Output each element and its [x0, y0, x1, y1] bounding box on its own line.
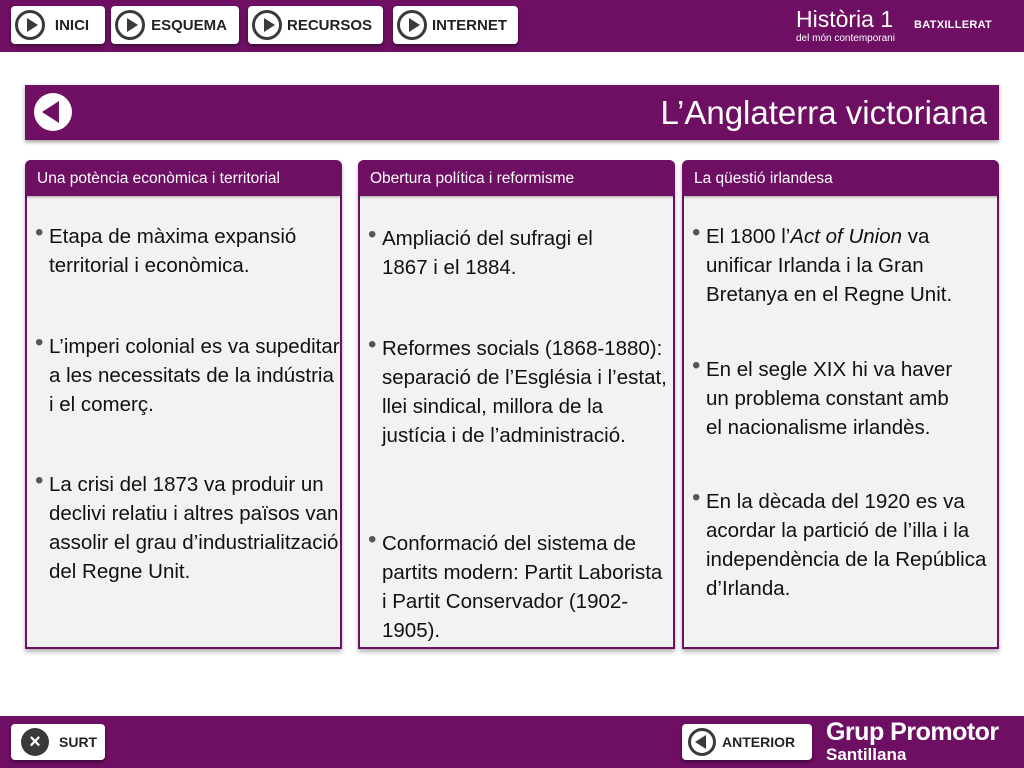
bullet-item: • La crisi del 1873 va produir un declivi relatiu i altres països van assolir el grau d’industrialització del Regne Unit.: [35, 470, 343, 586]
bullet-item: • Conformació del sistema de partits modern: Partit Laborista i Partit Conservador (1902-1905).: [368, 529, 664, 645]
publisher-logo: [826, 718, 999, 764]
publisher-name: Grup Promotor: [826, 718, 999, 746]
nav-button-label: INTERNET: [432, 16, 507, 34]
bullet-text: El 1800 l’: [706, 225, 791, 248]
brand-tag: BATXILLERAT: [914, 19, 993, 31]
title-bar: [25, 85, 999, 140]
nav-button-label: INICI: [54, 16, 90, 34]
bullet-text: va unificar Irlanda i la Gran Bretanya en el Regne Unit.: [706, 225, 953, 306]
bullet-item: [692, 222, 988, 309]
play-icon: [115, 10, 145, 40]
previous-button[interactable]: [682, 724, 812, 760]
page-title: L’Anglaterra victoriana: [660, 94, 987, 131]
play-icon: [397, 10, 427, 40]
brand-subtitle: del món contemporani: [796, 33, 895, 44]
exit-button-label: SURT: [59, 734, 98, 750]
column-heading: Una potència econòmica i territorial: [25, 160, 342, 196]
play-icon: [15, 10, 45, 40]
nav-button-recursos[interactable]: [248, 6, 383, 44]
column-heading: Obertura política i reformisme: [358, 160, 675, 196]
brand-title: Història 1: [796, 6, 894, 32]
nav-button-label: ESQUEMA: [151, 16, 227, 34]
back-arrow-icon: [688, 728, 716, 756]
bullet-item: • Ampliació del sufragi el 1867 i el 1884.: [368, 224, 638, 282]
previous-button-label: ANTERIOR: [722, 734, 796, 750]
nav-button-internet[interactable]: [393, 6, 518, 44]
back-arrow-icon[interactable]: [34, 93, 72, 131]
nav-button-label: RECURSOS: [286, 16, 372, 34]
publisher-subname: Santillana: [826, 745, 907, 764]
bottom-bar: [0, 716, 1024, 768]
nav-button-inici[interactable]: [11, 6, 105, 44]
top-navigation-bar: [0, 0, 1024, 52]
column-economic-power: [25, 160, 342, 649]
bullet-item: • En el segle XIX hi va haver un problema constant amb el nacionalisme irlandès.: [692, 355, 962, 442]
exit-button[interactable]: [11, 724, 105, 760]
brand-logo: [796, 6, 993, 44]
bullet-emphasis: Act of Union: [790, 225, 903, 248]
bullet-item: • Reformes socials (1868-1880): separació de l’Església i l’estat, llei sindical, millora de la justícia i de l’administració.: [368, 334, 668, 450]
nav-button-esquema[interactable]: [111, 6, 239, 44]
bullet-item: • L’imperi colonial es va supeditar a les necessitats de la indústria i el comerç.: [35, 332, 340, 419]
column-irish-question: [682, 160, 999, 649]
column-heading: La qüestió irlandesa: [682, 160, 999, 196]
play-icon: [252, 10, 282, 40]
close-icon: ×: [21, 728, 49, 756]
column-political-reform: [358, 160, 675, 649]
bullet-item: • En la dècada del 1920 es va acordar la partició de l’illa i la independència de la República d’Irlanda.: [692, 487, 988, 603]
bullet-item: • Etapa de màxima expansió territorial i econòmica.: [35, 222, 347, 280]
